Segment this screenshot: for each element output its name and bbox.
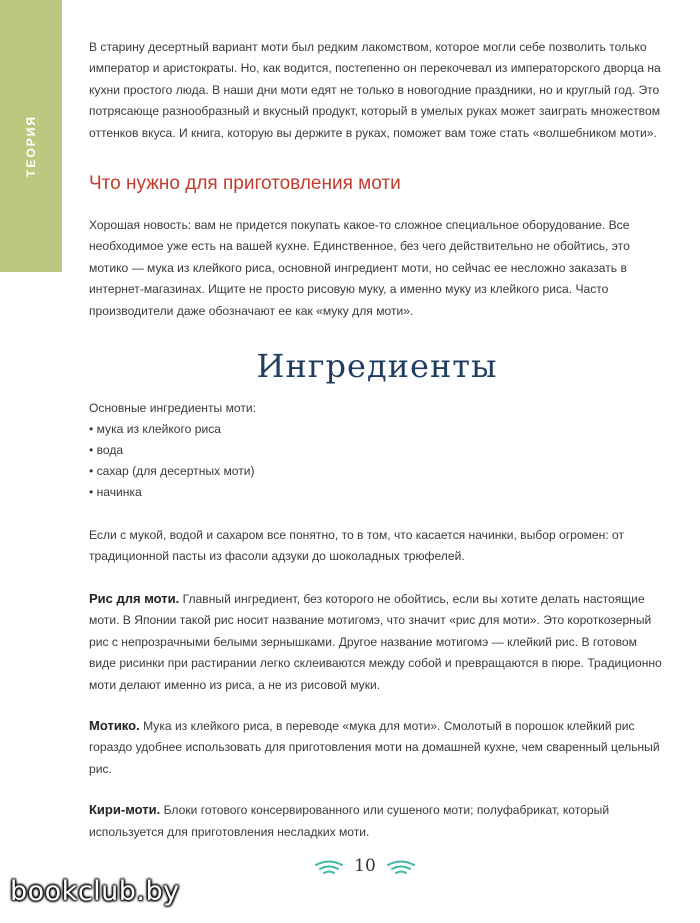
term-name: Рис для моти. xyxy=(89,590,180,606)
ingredients-list-block xyxy=(89,398,665,503)
term-text: Главный ингредиент, без которого не обойтись, если вы хотите делать настоящие моти. В Японии такой рис носит название мотигомэ, что значит «рис для моти». Это короткозерный рис с непрозрачными белыми зернышками. Другое название мотигомэ — клейкий рис. В готовом виде рисинки при растирании легко склеиваются между собой и превращаются в пюре. Традиционно моти делают именно из риса, а не из рисовой муки. xyxy=(89,591,662,692)
list-item: • начинка xyxy=(89,482,665,503)
side-tab-label: ТЕОРИЯ xyxy=(24,115,38,177)
filling-paragraph: Если с мукой, водой и сахаром все понятно, то в том, что касается начинки, выбор огромен: от традиционной пасты из фасоли адзуки до шоколадных трюфелей. xyxy=(89,528,625,564)
page-number: 10 xyxy=(354,856,376,876)
term-text: Блоки готового консервированного или сушеного моти; полуфабрикат, который используется для приготовления несладких моти. xyxy=(89,803,610,839)
ingredients-heading: Ингредиенты xyxy=(256,347,498,386)
watermark: bookclub.by xyxy=(10,876,180,907)
section-paragraph: Хорошая новость: вам не придется покупать какое-то сложное специальное оборудование. Все необходимое уже есть на вашей кухне. Единственное, без чего действительно не обойтись, это мотико — мука из клейкого риса, основной ингредиент моти, но сейчас ее несложно заказать в интернет-магазинах. Ищите не просто рисовую муку, а именно муку из клейкого риса. Часто производители даже обозначают ее как «муку для моти». xyxy=(89,218,630,318)
wave-ornament-icon xyxy=(314,859,344,875)
side-tab xyxy=(0,0,62,272)
ingredients-intro: Основные ингредиенты моти: xyxy=(89,401,257,416)
intro-paragraph: В старину десертный вариант моти был редким лакомством, которое могли себе позволить только император и аристократы. Но, как водится, постепенно он перекочевал из императорского дворца на кухни простого люда. В наши дни моти едят не только в новогодние праздники, но и круглый год. Это потрясающе разнообразный и вкусный продукт, который в умелых руках может заиграть множеством оттенков вкуса. И книга, которую вы держите в руках, поможет вам тоже стать «волшебником моти». xyxy=(89,40,661,140)
term-name: Мотико. xyxy=(89,717,140,733)
term-kiri-moti xyxy=(89,799,665,843)
term-text: Мука из клейкого риса, в переводе «мука для моти». Смолотый в порошок клейкий рис гораздо удобнее использовать для приготовления моти на домашней кухне, чем сваренный цельный рис. xyxy=(89,718,660,776)
list-item: • мука из клейкого риса xyxy=(89,419,665,440)
wave-ornament-icon xyxy=(386,859,416,875)
term-rice xyxy=(89,588,665,696)
list-item: • вода xyxy=(89,440,665,461)
term-motiko xyxy=(89,715,665,780)
section-heading: Что нужно для приготовления моти xyxy=(89,173,401,195)
list-item: • сахар (для десертных моти) xyxy=(89,461,665,482)
ingredients-list xyxy=(89,419,665,503)
term-name: Кири-моти. xyxy=(89,802,161,818)
page-content xyxy=(89,37,665,862)
